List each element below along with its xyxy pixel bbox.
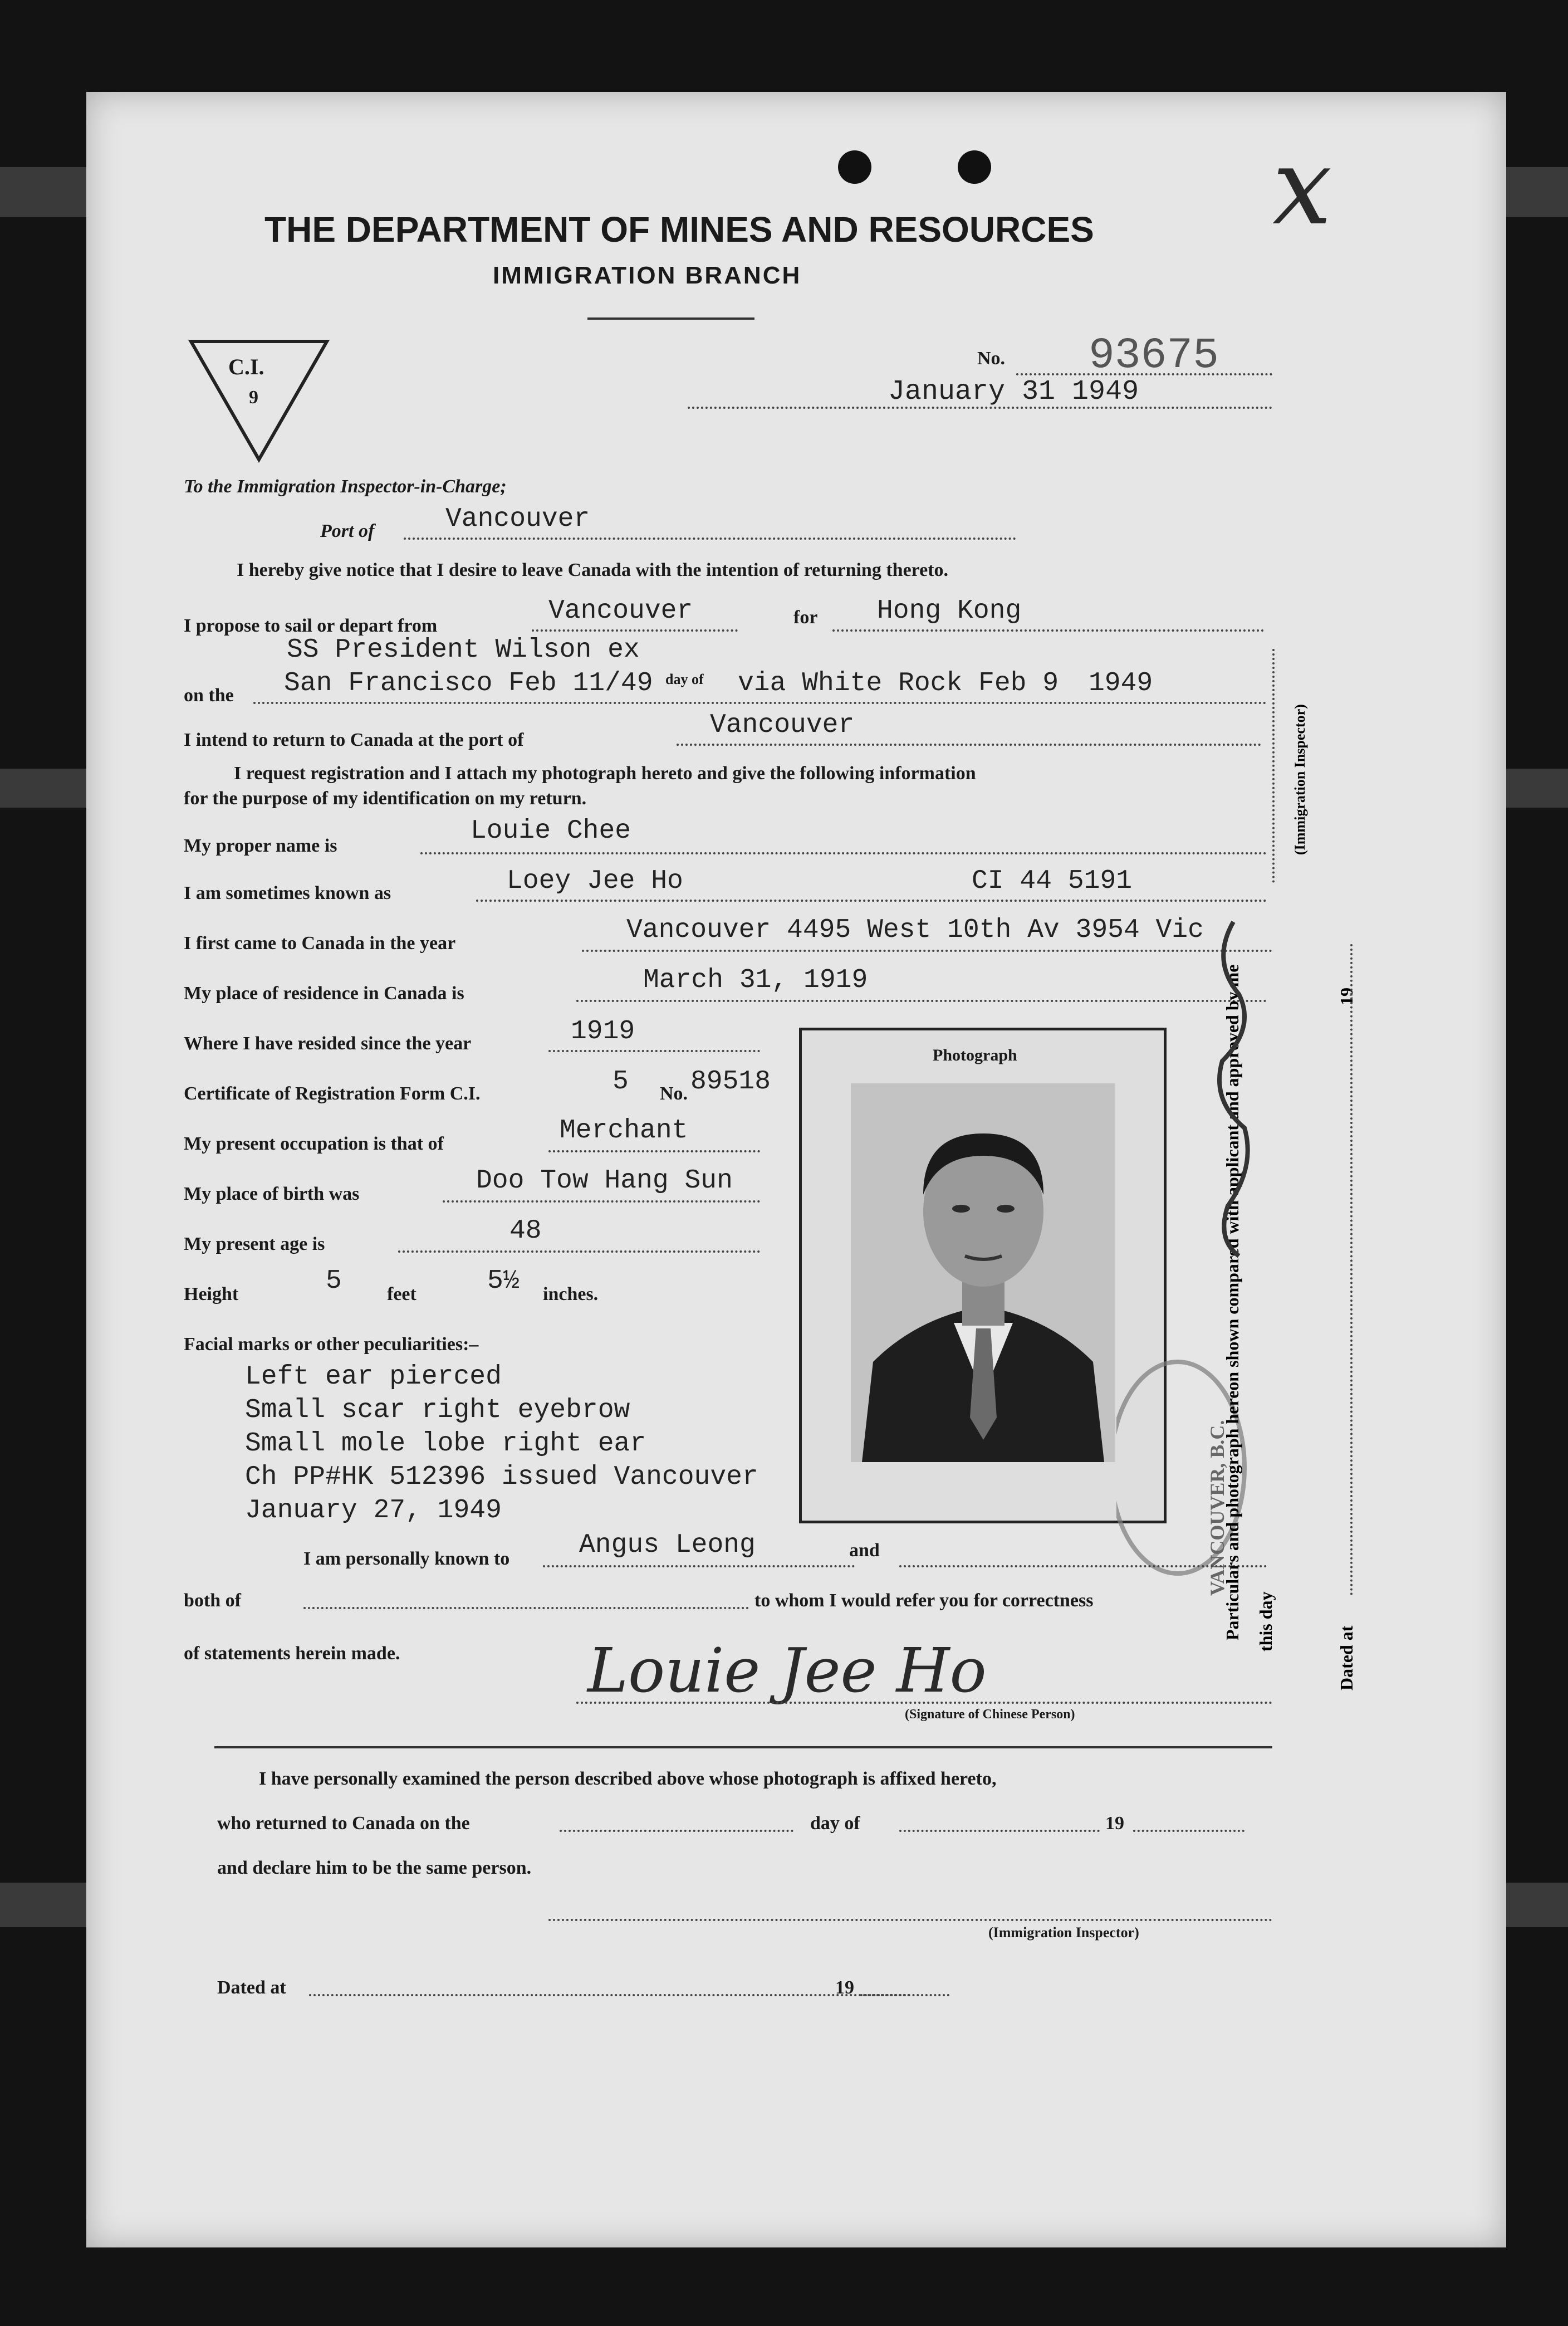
mark-line: January 27, 1949 (245, 1496, 502, 1526)
feet-label: feet (387, 1284, 416, 1304)
birthplace: Doo Tow Hang Sun (476, 1166, 733, 1196)
both-of-label: both of (184, 1590, 241, 1611)
ci-number: CI 44 5191 (972, 866, 1133, 896)
photograph-frame (799, 1028, 1167, 1523)
certificate-form: 5 (612, 1067, 629, 1097)
day-of-label: day of (665, 671, 704, 687)
dotted-line (404, 537, 1016, 540)
dotted-line (548, 1150, 760, 1152)
margin-nineteen: 19 (1336, 988, 1356, 1005)
mark-line: Small scar right eyebrow (245, 1395, 630, 1425)
punch-hole (838, 150, 871, 184)
handwritten-mark: x (1272, 125, 1332, 248)
dated-at-label: Dated at (217, 1977, 286, 1998)
birthplace-label: My place of birth was (184, 1184, 360, 1204)
mark-line: Left ear pierced (245, 1362, 502, 1392)
request-line2: for the purpose of my identification on my return. (184, 788, 587, 809)
document-number: 93675 (1089, 331, 1219, 380)
addressee: To the Immigration Inspector-in-Charge; (184, 476, 507, 497)
certificate-no-label: No. (660, 1083, 688, 1104)
occupation: Merchant (560, 1116, 688, 1146)
dotted-line (548, 1919, 1272, 1921)
dotted-line (832, 629, 1264, 632)
refer-label: to whom I would refer you for correctness (754, 1590, 1094, 1611)
section-rule (214, 1746, 1272, 1748)
document-page (86, 92, 1506, 2247)
dotted-line (1016, 373, 1272, 375)
port-value: Vancouver (445, 504, 590, 534)
on-the-label: on the (184, 685, 234, 706)
margin-dotted-line (1272, 649, 1275, 883)
applicant-portrait (851, 1083, 1115, 1462)
branch-title: IMMIGRATION BRANCH (493, 262, 802, 289)
dotted-line (443, 1200, 760, 1203)
occupation-label: My present occupation is that of (184, 1133, 444, 1154)
resided-since-label: Where I have resided since the year (184, 1033, 472, 1054)
year-sail: 1949 (1089, 668, 1153, 698)
dotted-line (253, 702, 1267, 704)
dotted-line (548, 1050, 760, 1052)
inches-label: inches. (543, 1284, 599, 1304)
ship-line2: San Francisco Feb 11/49 (284, 668, 653, 698)
proper-name: Louie Chee (471, 816, 631, 846)
dotted-line (560, 1830, 793, 1832)
request-line1: I request registration and I attach my photograph hereto and give the following information (234, 763, 976, 784)
dotted-line (398, 1250, 760, 1253)
port-label: Port of (320, 521, 375, 541)
margin-particulars: Particulars and photograph hereon shown compared with applicant and approved by me (1222, 964, 1242, 1640)
margin-dated: Dated at (1336, 1625, 1356, 1690)
nineteen-b: 19 (835, 1977, 854, 1998)
dotted-line (899, 1830, 1100, 1832)
known-as-label: I am sometimes known as (184, 883, 391, 903)
height-label: Height (184, 1284, 239, 1304)
proper-name-label: My proper name is (184, 835, 337, 856)
form-number: 9 (249, 387, 258, 408)
facial-label: Facial marks or other peculiarities:– (184, 1334, 479, 1355)
sail-from: Vancouver (548, 596, 693, 626)
nineteen-a: 19 (1105, 1813, 1124, 1834)
mark-line: Small mole lobe right ear (245, 1429, 646, 1459)
first-came-label: I first came to Canada in the year (184, 933, 456, 954)
dotted-line (677, 744, 1261, 746)
dotted-line (688, 407, 1272, 409)
via-text: via White Rock Feb 9 (738, 668, 1059, 698)
document-date: January 31 1949 (888, 376, 1139, 408)
inspector-caption: (Immigration Inspector) (988, 1924, 1139, 1941)
margin-dotted-line (1350, 944, 1353, 1596)
dotted-line (860, 1994, 949, 1996)
known-to-label: I am personally known to (303, 1548, 510, 1569)
certificate-label: Certificate of Registration Form C.I. (184, 1083, 481, 1104)
dotted-line (303, 1607, 749, 1609)
notice-text: I hereby give notice that I desire to leave Canada with the intention of returning thereto. (237, 560, 949, 580)
sail-label: I propose to sail or depart from (184, 615, 438, 636)
dotted-line (582, 950, 1272, 952)
age-label: My present age is (184, 1234, 325, 1254)
stamp-text: VANCOUVER, B.C. (1206, 1420, 1228, 1596)
department-title: THE DEPARTMENT OF MINES AND RESOURCES (264, 209, 1094, 250)
punch-hole (958, 150, 991, 184)
dotted-line (309, 1994, 910, 1996)
ship-line1: SS President Wilson ex (287, 635, 640, 665)
photograph-label: Photograph (933, 1046, 1017, 1064)
header-rule (587, 317, 754, 320)
and-label: and (849, 1540, 880, 1561)
dotted-line (420, 852, 1267, 854)
margin-this-day: this day (1256, 1591, 1276, 1651)
signature-caption: (Signature of Chinese Person) (905, 1707, 1075, 1722)
margin-inspector: (Immigration Inspector) (1292, 704, 1308, 855)
residence-value: March 31, 1919 (643, 965, 868, 995)
mark-line: Ch PP#HK 512396 issued Vancouver (245, 1462, 758, 1492)
applicant-signature: Louie Jee Ho (587, 1635, 987, 1706)
first-came-value: Vancouver 4495 West 10th Av 3954 Vic (626, 915, 1204, 945)
dotted-line (476, 900, 1267, 902)
height-feet: 5 (326, 1266, 342, 1296)
sail-to: Hong Kong (877, 596, 1022, 626)
day-of2-label: day of (810, 1813, 860, 1834)
form-code: C.I. (228, 354, 264, 379)
statements-label: of statements herein made. (184, 1643, 400, 1664)
resided-since-value: 1919 (571, 1017, 635, 1047)
dotted-line (1133, 1830, 1244, 1832)
for-label: for (793, 607, 818, 628)
return-label: I intend to return to Canada at the port of (184, 730, 524, 750)
dotted-line (576, 1702, 1272, 1704)
dotted-line (899, 1565, 1267, 1567)
dotted-line (532, 629, 738, 632)
certificate-no: 89518 (690, 1067, 771, 1097)
return-port: Vancouver (710, 710, 855, 740)
inspector-signature (1200, 916, 1267, 1262)
declare-label: and declare him to be the same person. (217, 1858, 532, 1878)
dotted-line (576, 1000, 1267, 1002)
known-to: Angus Leong (579, 1530, 756, 1560)
returned-label: who returned to Canada on the (217, 1813, 470, 1834)
height-inches: 5½ (487, 1266, 520, 1296)
age: 48 (509, 1216, 542, 1246)
known-as: Loey Jee Ho (507, 866, 683, 896)
residence-label: My place of residence in Canada is (184, 983, 464, 1004)
no-label: No. (977, 348, 1006, 369)
inspection-stamp (1116, 1351, 1272, 1585)
dotted-line (543, 1565, 855, 1567)
examined-line1: I have personally examined the person described above whose photograph is affixed hereto, (259, 1768, 997, 1789)
